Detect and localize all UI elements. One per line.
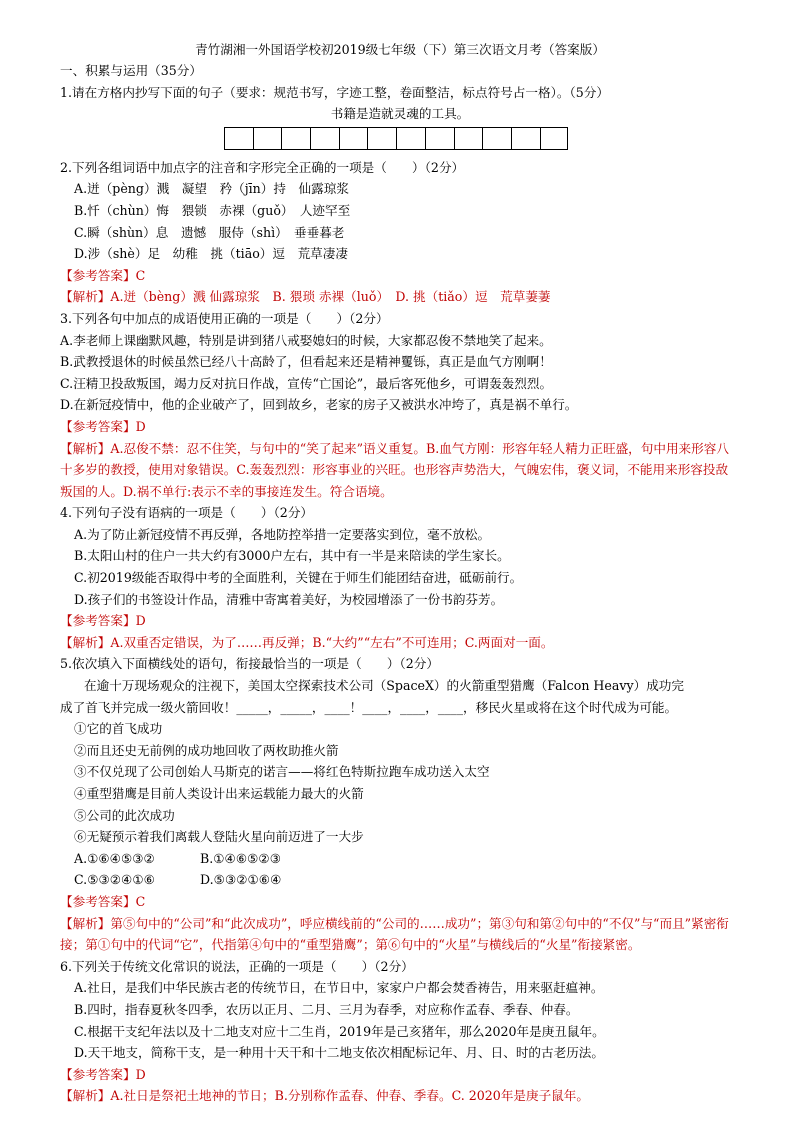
q2-option-a: A.迸（pèng）溅 凝望 矜（jīn）持 仙露琼浆 [74,181,349,197]
q1-sentence: 书籍是造就灵魂的工具。 [330,106,470,122]
grid-cell[interactable] [425,127,454,150]
q5-option-c: C.⑤③②④①⑥ [74,872,155,888]
q4-stem: 4.下列句子没有语病的一项是（ ）（2分） [60,505,314,521]
q5-answer: 【参考答案】C [60,893,146,909]
q4-analysis: 【解析】A.双重否定错误，为了……再反弹；B.“大约”“左右”不可连用；C.两面对一面。 [60,634,554,650]
grid-cell[interactable] [224,127,253,150]
q3-answer: 【参考答案】D [60,418,146,434]
q5-passage-line2: 成了首飞并完成一级火箭回收！_____，_____，____！____，____，____，移民火星或将在这个时代成为可能。 [60,699,678,715]
grid-cell[interactable] [396,127,425,150]
q3-option-a: A.李老师上课幽默风趣，特别是讲到猪八戒娶媳妇的时候，大家都忍俊不禁地笑了起来。 [60,332,552,348]
q5-option-a: A.①⑥④⑤③② [74,850,155,866]
q5-item: ③不仅兑现了公司创始人马斯克的诺言——将红色特斯拉跑车成功送入太空 [74,764,490,780]
q4-option-c: C.初2019级能否取得中考的全面胜利，关键在于师生们能团结奋进，砥砺前行。 [74,570,523,586]
q3-stem: 3.下列各句中加点的成语使用正确的一项是（ ）（2分） [60,310,389,326]
q3-option-d: D.在新冠疫情中，他的企业破产了，回到故乡，老家的房子又被洪水冲垮了，真是祸不单行。 [60,397,578,413]
writing-grid [224,127,740,151]
q5-item: ④重型猎鹰是目前人类设计出来运载能力最大的火箭 [74,786,364,801]
q4-answer: 【参考答案】D [60,613,146,629]
grid-cell[interactable] [310,127,339,150]
q6-option-a: A.社日，是我们中华民族古老的传统节日，在节日中，家家户户都会焚香祷告，用来驱赶瘟神。 [74,980,604,996]
q3-option-b: B.武教授退休的时候虽然已经八十高龄了，但看起来还是精神矍铄，真正是血气方刚啊！ [60,354,552,370]
grid-cell[interactable] [281,127,310,150]
q4-option-a: A.为了防止新冠疫情不再反弹，各地防控举措一定要落实到位，毫不放松。 [74,526,491,542]
q5-item: ②而且还史无前例的成功地回收了两枚助推火箭 [74,742,339,758]
q6-answer: 【参考答案】D [60,1066,146,1082]
q5-item: ⑤公司的此次成功 [74,807,175,823]
q1-stem: 1.请在方格内抄写下面的句子（要求：规范书写，字迹工整，卷面整洁，标点符号占一格）。（5分） [60,84,609,100]
q2-answer: 【参考答案】C [60,267,146,283]
exam-page [60,40,740,1107]
q6-option-b: B.四时，指春夏秋冬四季，农历以正月、二月、三月为春季，对应称作孟春、季春、仲春。 [74,1001,579,1017]
q2-stem: 2.下列各组词语中加点字的注音和字形完全正确的一项是（ ）（2分） [60,159,465,175]
q6-stem: 6.下列关于传统文化常识的说法，正确的一项是（ ）（2分） [60,958,414,974]
q5-option-b: B.①④⑥⑤②③ [200,850,281,866]
q5-item: ⑥无疑预示着我们离载人登陆火星向前迈进了一大步 [74,829,364,845]
grid-cell[interactable] [511,127,540,150]
section-heading: 一、积累与运用（35分） [60,63,202,78]
q2-option-d: D.涉（shè）足 幼稚 挑（tiāo）逗 荒草凄凄 [74,246,348,262]
grid-cell[interactable] [454,127,483,150]
q5-analysis: 【解析】第⑤句中的“公司”和“此次成功”，呼应横线前的“公司的……成功”；第③句和第②句中的“不仅”与“而且”紧密衔接；第①句中的代词“它”，代指第④句中的“重型猎鹰”；第⑥句中的“火星”与横线后的“火星”衔接紧密。 [60,915,729,953]
q2-option-b: B.忏（chùn）悔 猥锁 赤裸（guǒ） 人迹罕至 [74,202,351,218]
q2-option-c: C.瞬（shùn）息 遗憾 服侍（shì） 垂垂暮老 [74,224,345,240]
q2-analysis: 【解析】A.迸（bèng）溅 仙露琼浆 B. 猥琐 赤裸（luǒ） D. 挑（tiǎo）逗 荒草萋萋 [60,289,551,305]
q6-option-d: D.天干地支，简称干支，是一种用十天干和十二地支依次相配标记年、月、日、时的古老历法。 [74,1045,604,1061]
q5-item: ①它的首飞成功 [74,721,163,737]
q3-option-c: C.汪精卫投敌叛国，竭力反对抗日作战，宣传“亡国论”，最后客死他乡，可谓轰轰烈烈。 [60,375,553,391]
grid-cell[interactable] [253,127,282,150]
q3-analysis: 【解析】A.忍俊不禁：忍不住笑，与句中的“笑了起来”语义重复。B.血气方刚：形容年轻人精力正旺盛，句中用来形容八十多岁的教授，使用对象错误。C.轰轰烈烈：形容事业的兴旺。也形容声势浩大，气魄宏伟，褒义词，不能用来形容投敌叛国的人。D.祸不单行:表示不幸的事接连发生。符合语境。 [60,440,729,499]
q4-option-b: B.太阳山村的住户一共大约有3000户左右，其中有一半是来陪读的学生家长。 [74,548,510,564]
grid-cell[interactable] [367,127,396,150]
grid-cell[interactable] [482,127,511,150]
q5-options-row2 [60,869,740,891]
grid-cell[interactable] [540,127,569,150]
q5-stem: 5.依次填入下面横线处的语句，衔接最恰当的一项是（ ）（2分） [60,656,439,672]
q5-option-d: D.⑤③②①⑥④ [200,872,282,888]
q6-analysis: 【解析】A.社日是祭祀土地神的节日；B.分别称作孟春、仲春、季春。C. 2020年是庚子鼠年。 [60,1088,589,1104]
q5-options-row1 [60,848,740,870]
q4-option-d: D.孩子们的书签设计作品，清雅中寄寓着美好，为校园增添了一份书韵芬芳。 [74,591,504,607]
grid-cell[interactable] [339,127,368,150]
q6-option-c: C.根据干支纪年法以及十二地支对应十二生肖，2019年是己亥猪年，那么2020年是庚丑鼠年。 [74,1023,605,1039]
page-title: 青竹湖湘一外国语学校初2019级七年级（下）第三次语文月考（答案版） [195,42,605,57]
q5-passage-line1: 在逾十万现场观众的注视下，美国太空探索技术公司（SpaceX）的火箭重型猎鹰（Falcon Heavy）成功完 [84,678,684,694]
